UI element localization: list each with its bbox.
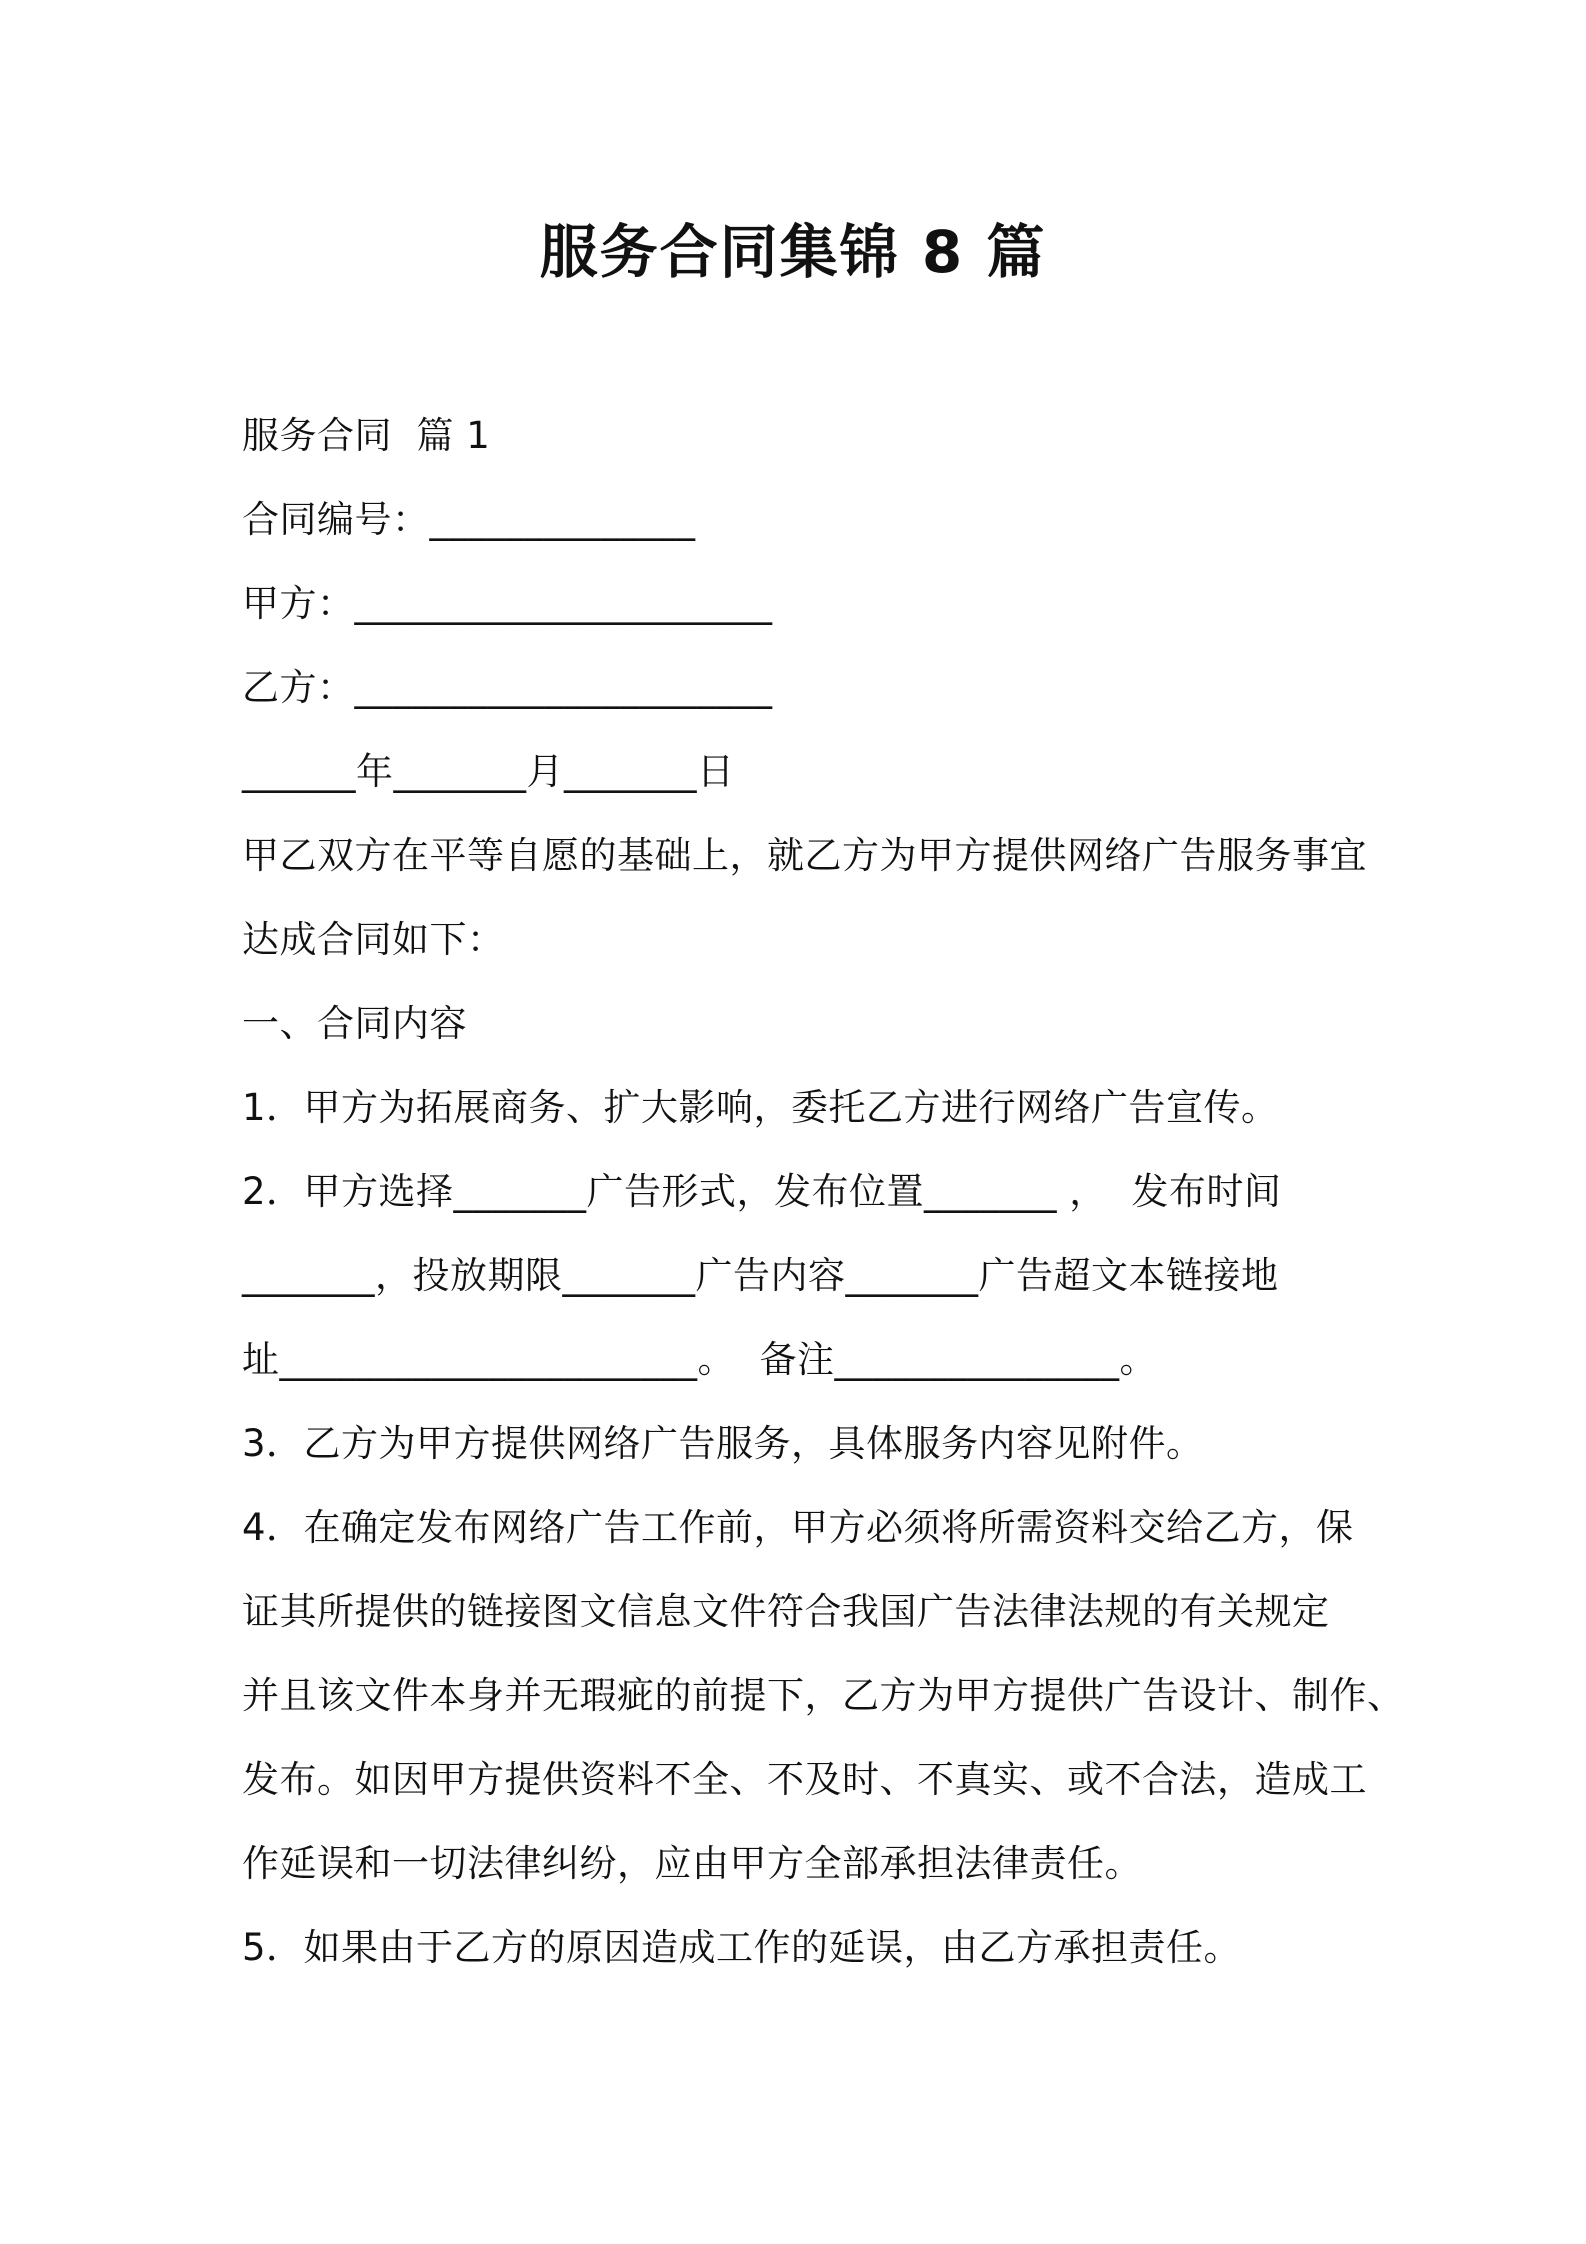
clause-line: 发布。如因甲方提供资料不全、不及时、不真实、或不合法，造成工 bbox=[242, 1758, 1367, 1801]
document-title: 服务合同集锦 8 篇 bbox=[539, 218, 1047, 286]
party-a-line: 甲方：______________________ bbox=[242, 582, 773, 625]
date-line: ______年_______月_______日 bbox=[242, 750, 735, 793]
clause-line: 4．在确定发布网络广告工作前，甲方必须将所需资料交给乙方，保 bbox=[242, 1506, 1354, 1549]
clause-line: _______，投放期限_______广告内容_______广告超文本链接地 bbox=[242, 1254, 1279, 1297]
chapter-heading: 一、合同内容 bbox=[242, 1002, 467, 1045]
clause-line: 2．甲方选择_______广告形式，发布位置_______ ， 发布时间 bbox=[242, 1170, 1282, 1213]
party-b-line: 乙方：______________________ bbox=[242, 666, 773, 709]
clause-line: 并且该文件本身并无瑕疵的前提下，乙方为甲方提供广告设计、制作、 bbox=[242, 1674, 1405, 1717]
contract-number-line: 合同编号：______________ bbox=[242, 498, 696, 541]
intro-text-line: 甲乙双方在平等自愿的基础上，就乙方为甲方提供网络广告服务事宜 bbox=[242, 834, 1367, 877]
clause-line: 证其所提供的链接图文信息文件符合我国广告法律法规的有关规定 bbox=[242, 1590, 1330, 1633]
clause-line: 5．如果由于乙方的原因造成工作的延误，由乙方承担责任。 bbox=[242, 1926, 1242, 1969]
clause-line: 址______________________。 备注_______________。 bbox=[242, 1338, 1158, 1381]
intro-text-line: 达成合同如下： bbox=[242, 918, 505, 961]
clause-line: 作延误和一切法律纠纷，应由甲方全部承担法律责任。 bbox=[242, 1842, 1142, 1885]
clause-line: 1．甲方为拓展商务、扩大影响，委托乙方进行网络广告宣传。 bbox=[242, 1086, 1279, 1129]
section-heading: 服务合同 篇 1 bbox=[242, 414, 491, 457]
clause-line: 3．乙方为甲方提供网络广告服务，具体服务内容见附件。 bbox=[242, 1422, 1204, 1465]
